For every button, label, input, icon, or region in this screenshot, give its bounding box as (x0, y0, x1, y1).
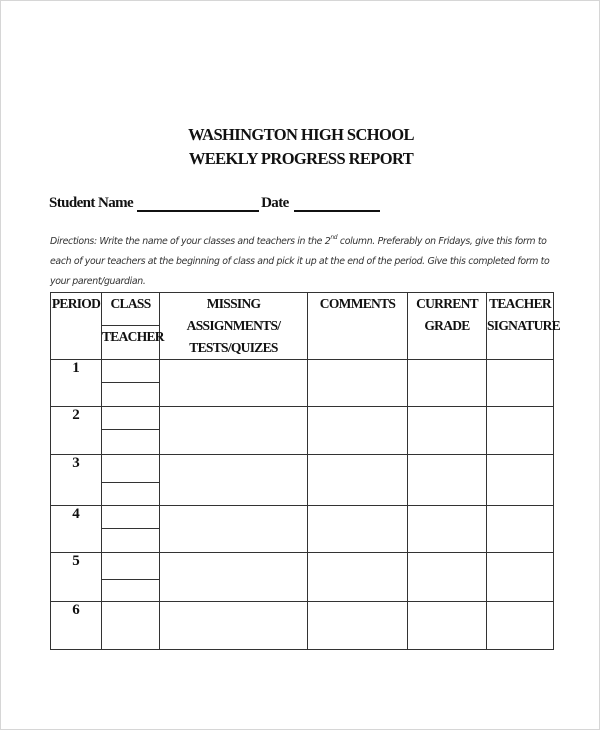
table-row (51, 455, 554, 483)
current-grade-cell[interactable] (408, 407, 487, 455)
current-grade-cell[interactable] (408, 360, 487, 407)
header-class: CLASS (102, 293, 160, 326)
teacher-input-cell[interactable] (102, 483, 160, 506)
missing-assignments-cell[interactable] (160, 360, 308, 407)
date-field[interactable] (294, 196, 380, 212)
header-missing-assignments: MISSING ASSIGNMENTS/ TESTS/QUIZES (160, 293, 308, 360)
header-teacher-signature: TEACHER SIGNATURE (487, 293, 554, 360)
header-comments: COMMENTS (308, 293, 408, 360)
period-number: 6 (51, 602, 102, 650)
comments-cell[interactable] (308, 407, 408, 455)
header-teacher: TEACHER (102, 325, 160, 359)
table-row (51, 506, 554, 529)
teacher-signature-cell[interactable] (487, 553, 554, 602)
directions-text: Directions: Write the name of your classes and teachers in the 2nd column. Preferably on Fridays, give this form to each of your teachers at the beginning of class and pick it up at the end of the period. Give this completed form to your parent/guardian. (50, 234, 550, 287)
student-name-field[interactable] (137, 196, 259, 212)
teacher-signature-cell[interactable] (487, 602, 554, 650)
period-number: 5 (51, 553, 102, 602)
period-number: 2 (51, 407, 102, 455)
teacher-signature-cell[interactable] (487, 455, 554, 506)
school-name: WASHINGTON HIGH SCHOOL (188, 125, 414, 144)
teacher-input-cell[interactable] (102, 383, 160, 407)
teacher-signature-cell[interactable] (487, 407, 554, 455)
comments-cell[interactable] (308, 506, 408, 553)
teacher-input-cell[interactable] (102, 430, 160, 455)
student-info-row (49, 195, 382, 212)
class-teacher-input-cell[interactable] (102, 602, 160, 650)
missing-assignments-cell[interactable] (160, 407, 308, 455)
class-input-cell[interactable] (102, 553, 160, 580)
period-number: 3 (51, 455, 102, 506)
table-row (51, 553, 554, 580)
table-row (51, 407, 554, 430)
teacher-input-cell[interactable] (102, 580, 160, 602)
current-grade-cell[interactable] (408, 602, 487, 650)
missing-assignments-cell[interactable] (160, 455, 308, 506)
period-number: 1 (51, 360, 102, 407)
table-header-row (51, 293, 554, 326)
class-input-cell[interactable] (102, 506, 160, 529)
current-grade-cell[interactable] (408, 455, 487, 506)
report-title: WEEKLY PROGRESS REPORT (188, 149, 414, 168)
missing-assignments-cell[interactable] (160, 553, 308, 602)
table-row (51, 360, 554, 383)
header-current-grade: CURRENT GRADE (408, 293, 487, 360)
table-row (51, 602, 554, 650)
current-grade-cell[interactable] (408, 553, 487, 602)
current-grade-cell[interactable] (408, 506, 487, 553)
class-input-cell[interactable] (102, 407, 160, 430)
period-number: 4 (51, 506, 102, 553)
comments-cell[interactable] (308, 553, 408, 602)
comments-cell[interactable] (308, 602, 408, 650)
missing-assignments-cell[interactable] (160, 602, 308, 650)
header-period: PERIOD (51, 293, 102, 360)
student-name-label: Student Name (49, 195, 134, 211)
comments-cell[interactable] (308, 360, 408, 407)
teacher-signature-cell[interactable] (487, 506, 554, 553)
teacher-input-cell[interactable] (102, 529, 160, 553)
teacher-signature-cell[interactable] (487, 360, 554, 407)
progress-table (50, 292, 560, 650)
class-input-cell[interactable] (102, 455, 160, 483)
missing-assignments-cell[interactable] (160, 506, 308, 553)
class-input-cell[interactable] (102, 360, 160, 383)
date-label: Date (261, 195, 289, 211)
comments-cell[interactable] (308, 455, 408, 506)
